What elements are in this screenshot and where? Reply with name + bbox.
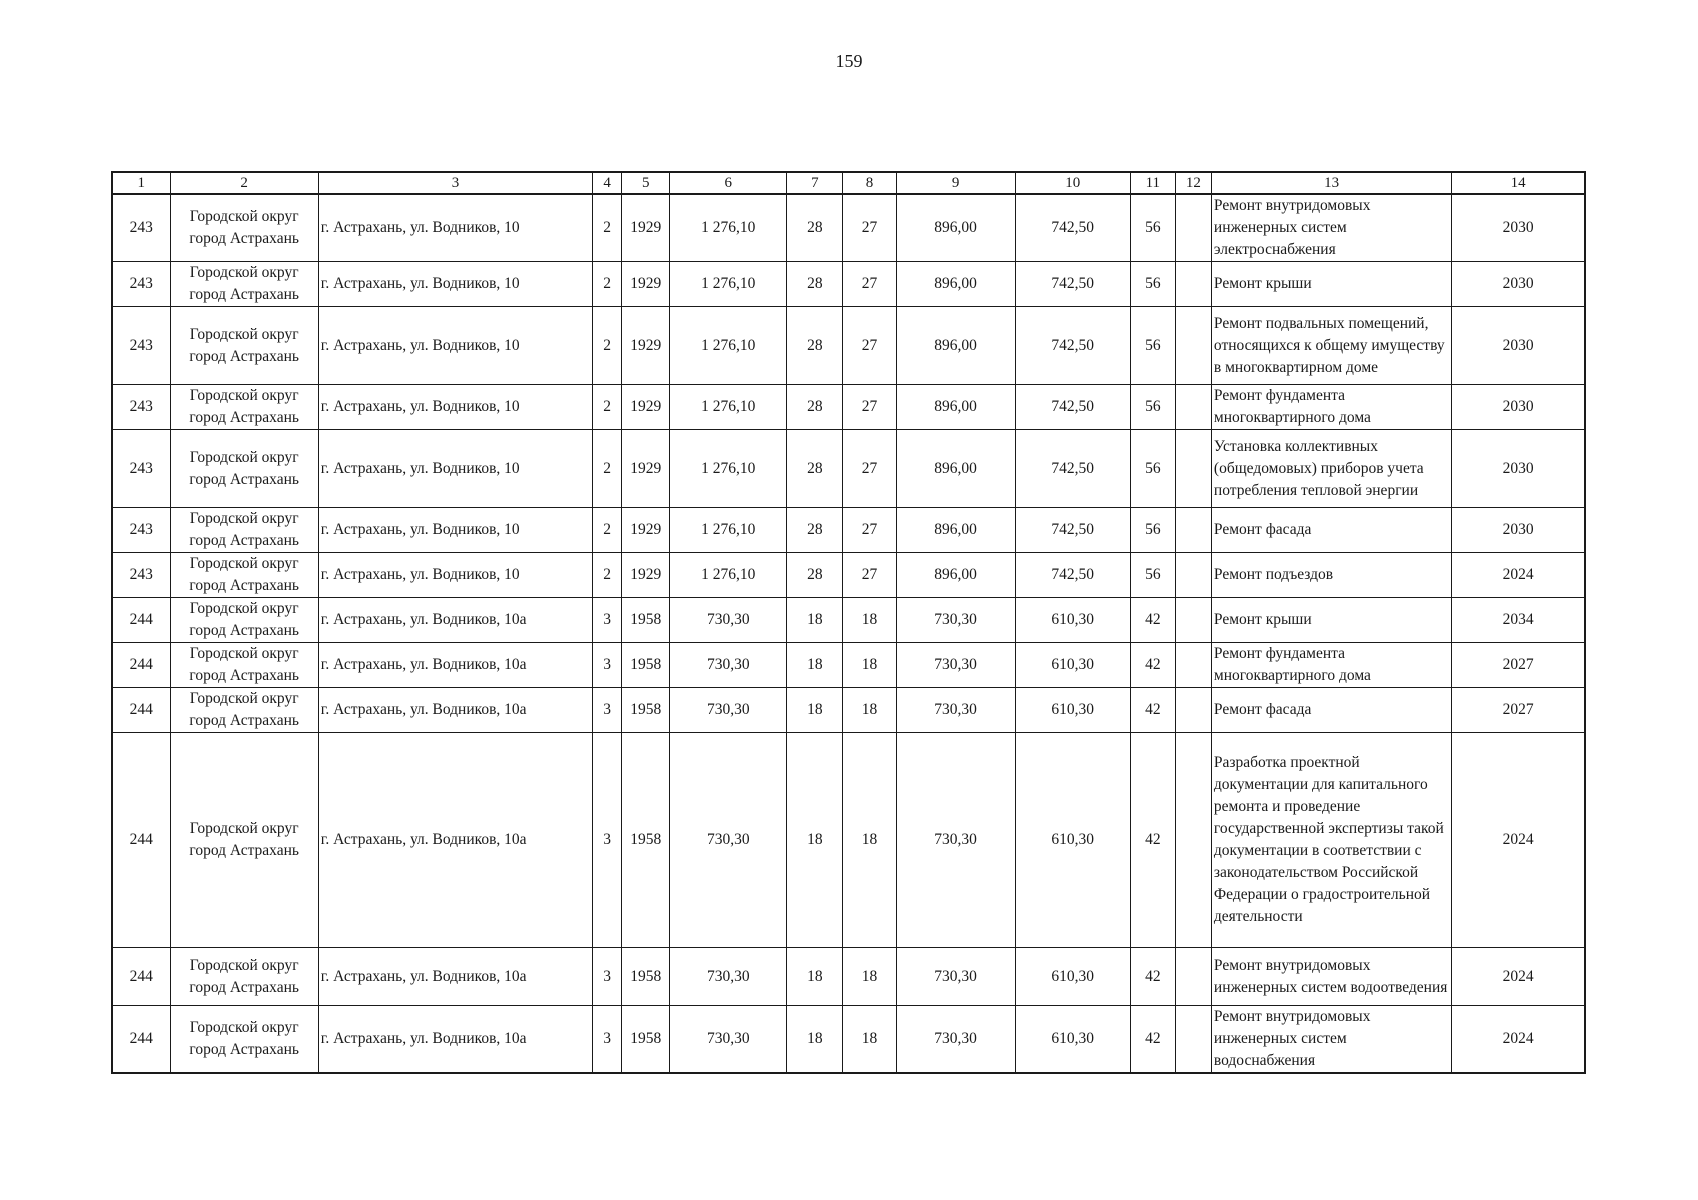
planned-year-cell: 2030 [1452, 430, 1585, 508]
row-number: 243 [112, 262, 170, 307]
address-cell: г. Астрахань, ул. Водников, 10 [318, 307, 592, 385]
total-area-cell: 1 276,10 [670, 430, 787, 508]
residents-cell: 42 [1130, 643, 1175, 688]
column-number-3: 3 [318, 172, 592, 194]
column-number-1: 1 [112, 172, 170, 194]
column-number-12: 12 [1175, 172, 1211, 194]
residential-area-cell: 896,00 [896, 194, 1015, 262]
address-cell: г. Астрахань, ул. Водников, 10 [318, 553, 592, 598]
column-number-9: 9 [896, 172, 1015, 194]
col7-cell: 18 [787, 948, 843, 1006]
living-area-cell: 742,50 [1015, 262, 1130, 307]
row-number: 243 [112, 553, 170, 598]
col12-cell [1175, 688, 1211, 733]
column-number-7: 7 [787, 172, 843, 194]
col12-cell [1175, 598, 1211, 643]
row-number: 244 [112, 948, 170, 1006]
total-area-cell: 730,30 [670, 598, 787, 643]
year-built-cell: 1958 [622, 948, 670, 1006]
col7-cell: 18 [787, 643, 843, 688]
row-number: 243 [112, 508, 170, 553]
column-number-11: 11 [1130, 172, 1175, 194]
total-area-cell: 730,30 [670, 733, 787, 948]
col7-cell: 18 [787, 1006, 843, 1074]
total-area-cell: 730,30 [670, 948, 787, 1006]
col4-cell: 3 [593, 948, 622, 1006]
address-cell: г. Астрахань, ул. Водников, 10 [318, 430, 592, 508]
municipality-cell: Городской округ город Астрахань [170, 1006, 318, 1074]
column-number-13: 13 [1211, 172, 1451, 194]
col7-cell: 18 [787, 598, 843, 643]
col4-cell: 2 [593, 553, 622, 598]
col7-cell: 18 [787, 688, 843, 733]
address-cell: г. Астрахань, ул. Водников, 10а [318, 1006, 592, 1074]
living-area-cell: 742,50 [1015, 385, 1130, 430]
municipality-cell: Городской округ город Астрахань [170, 385, 318, 430]
residential-area-cell: 896,00 [896, 553, 1015, 598]
total-area-cell: 1 276,10 [670, 307, 787, 385]
total-area-cell: 1 276,10 [670, 194, 787, 262]
row-number: 243 [112, 430, 170, 508]
table-row [112, 194, 1585, 262]
col8-cell: 18 [843, 1006, 896, 1074]
address-cell: г. Астрахань, ул. Водников, 10а [318, 643, 592, 688]
col12-cell [1175, 733, 1211, 948]
address-cell: г. Астрахань, ул. Водников, 10 [318, 262, 592, 307]
planned-year-cell: 2027 [1452, 688, 1585, 733]
row-number: 243 [112, 385, 170, 430]
col8-cell: 27 [843, 508, 896, 553]
col4-cell: 3 [593, 1006, 622, 1074]
column-number-8: 8 [843, 172, 896, 194]
residential-area-cell: 896,00 [896, 307, 1015, 385]
address-cell: г. Астрахань, ул. Водников, 10 [318, 385, 592, 430]
row-number: 244 [112, 643, 170, 688]
year-built-cell: 1958 [622, 598, 670, 643]
col8-cell: 27 [843, 307, 896, 385]
col12-cell [1175, 194, 1211, 262]
col8-cell: 27 [843, 262, 896, 307]
living-area-cell: 742,50 [1015, 307, 1130, 385]
planned-year-cell: 2024 [1452, 948, 1585, 1006]
address-cell: г. Астрахань, ул. Водников, 10а [318, 733, 592, 948]
col8-cell: 18 [843, 643, 896, 688]
col12-cell [1175, 1006, 1211, 1074]
work-type-cell: Ремонт подъездов [1211, 553, 1451, 598]
col12-cell [1175, 307, 1211, 385]
total-area-cell: 1 276,10 [670, 262, 787, 307]
table-row [112, 1006, 1585, 1074]
residential-area-cell: 730,30 [896, 1006, 1015, 1074]
year-built-cell: 1929 [622, 430, 670, 508]
planned-year-cell: 2030 [1452, 194, 1585, 262]
total-area-cell: 730,30 [670, 1006, 787, 1074]
work-type-cell: Ремонт фундамента многоквартирного дома [1211, 643, 1451, 688]
col4-cell: 3 [593, 733, 622, 948]
col8-cell: 18 [843, 688, 896, 733]
col12-cell [1175, 262, 1211, 307]
residential-area-cell: 730,30 [896, 598, 1015, 643]
residents-cell: 56 [1130, 553, 1175, 598]
year-built-cell: 1929 [622, 385, 670, 430]
residential-area-cell: 896,00 [896, 508, 1015, 553]
col8-cell: 27 [843, 430, 896, 508]
col4-cell: 2 [593, 307, 622, 385]
col7-cell: 28 [787, 508, 843, 553]
residents-cell: 56 [1130, 385, 1175, 430]
year-built-cell: 1929 [622, 262, 670, 307]
total-area-cell: 730,30 [670, 643, 787, 688]
year-built-cell: 1929 [622, 553, 670, 598]
column-number-10: 10 [1015, 172, 1130, 194]
residential-area-cell: 730,30 [896, 948, 1015, 1006]
work-type-cell: Ремонт крыши [1211, 262, 1451, 307]
row-number: 243 [112, 307, 170, 385]
year-built-cell: 1958 [622, 733, 670, 948]
col8-cell: 27 [843, 385, 896, 430]
col4-cell: 3 [593, 688, 622, 733]
table-row [112, 948, 1585, 1006]
column-number-14: 14 [1452, 172, 1585, 194]
residents-cell: 42 [1130, 733, 1175, 948]
column-number-2: 2 [170, 172, 318, 194]
living-area-cell: 742,50 [1015, 508, 1130, 553]
planned-year-cell: 2024 [1452, 553, 1585, 598]
table-row [112, 307, 1585, 385]
col7-cell: 28 [787, 430, 843, 508]
col8-cell: 18 [843, 733, 896, 948]
col8-cell: 27 [843, 553, 896, 598]
col4-cell: 2 [593, 262, 622, 307]
municipality-cell: Городской округ город Астрахань [170, 430, 318, 508]
column-number-5: 5 [622, 172, 670, 194]
col7-cell: 28 [787, 194, 843, 262]
col7-cell: 28 [787, 262, 843, 307]
municipality-cell: Городской округ город Астрахань [170, 194, 318, 262]
residents-cell: 42 [1130, 1006, 1175, 1074]
residential-area-cell: 896,00 [896, 430, 1015, 508]
row-number: 244 [112, 733, 170, 948]
column-number-4: 4 [593, 172, 622, 194]
living-area-cell: 742,50 [1015, 430, 1130, 508]
work-type-cell: Ремонт внутридомовых инженерных систем водоотведения [1211, 948, 1451, 1006]
column-number-6: 6 [670, 172, 787, 194]
page-number: 159 [835, 51, 863, 71]
table-row [112, 553, 1585, 598]
planned-year-cell: 2034 [1452, 598, 1585, 643]
residential-area-cell: 730,30 [896, 733, 1015, 948]
residents-cell: 42 [1130, 598, 1175, 643]
capital-repair-table [111, 171, 1586, 1074]
col4-cell: 3 [593, 598, 622, 643]
col12-cell [1175, 553, 1211, 598]
residents-cell: 42 [1130, 688, 1175, 733]
col12-cell [1175, 948, 1211, 1006]
table-body [112, 194, 1585, 1073]
row-number: 243 [112, 194, 170, 262]
work-type-cell: Ремонт фасада [1211, 688, 1451, 733]
address-cell: г. Астрахань, ул. Водников, 10 [318, 194, 592, 262]
planned-year-cell: 2030 [1452, 508, 1585, 553]
table-row [112, 508, 1585, 553]
municipality-cell: Городской округ город Астрахань [170, 688, 318, 733]
address-cell: г. Астрахань, ул. Водников, 10а [318, 598, 592, 643]
living-area-cell: 610,30 [1015, 733, 1130, 948]
planned-year-cell: 2030 [1452, 262, 1585, 307]
residents-cell: 56 [1130, 508, 1175, 553]
col12-cell [1175, 508, 1211, 553]
col12-cell [1175, 385, 1211, 430]
work-type-cell: Установка коллективных (общедомовых) приборов учета потребления тепловой энергии [1211, 430, 1451, 508]
residential-area-cell: 730,30 [896, 643, 1015, 688]
table-row [112, 430, 1585, 508]
table-row [112, 688, 1585, 733]
col4-cell: 2 [593, 385, 622, 430]
address-cell: г. Астрахань, ул. Водников, 10а [318, 688, 592, 733]
year-built-cell: 1958 [622, 643, 670, 688]
table-header [112, 172, 1585, 194]
living-area-cell: 610,30 [1015, 598, 1130, 643]
col12-cell [1175, 430, 1211, 508]
residents-cell: 56 [1130, 194, 1175, 262]
living-area-cell: 742,50 [1015, 553, 1130, 598]
work-type-cell: Ремонт фундамента многоквартирного дома [1211, 385, 1451, 430]
col7-cell: 28 [787, 307, 843, 385]
residential-area-cell: 730,30 [896, 688, 1015, 733]
table-row [112, 262, 1585, 307]
col4-cell: 2 [593, 430, 622, 508]
col4-cell: 3 [593, 643, 622, 688]
residents-cell: 56 [1130, 430, 1175, 508]
work-type-cell: Ремонт подвальных помещений, относящихся к общему имуществу в многоквартирном доме [1211, 307, 1451, 385]
year-built-cell: 1958 [622, 1006, 670, 1074]
living-area-cell: 610,30 [1015, 643, 1130, 688]
col7-cell: 28 [787, 385, 843, 430]
table-row [112, 385, 1585, 430]
municipality-cell: Городской округ город Астрахань [170, 307, 318, 385]
municipality-cell: Городской округ город Астрахань [170, 262, 318, 307]
work-type-cell: Ремонт фасада [1211, 508, 1451, 553]
living-area-cell: 742,50 [1015, 194, 1130, 262]
year-built-cell: 1929 [622, 307, 670, 385]
total-area-cell: 1 276,10 [670, 508, 787, 553]
residents-cell: 56 [1130, 262, 1175, 307]
table-row [112, 733, 1585, 948]
column-number-row [112, 172, 1585, 194]
planned-year-cell: 2024 [1452, 733, 1585, 948]
residential-area-cell: 896,00 [896, 262, 1015, 307]
residents-cell: 42 [1130, 948, 1175, 1006]
year-built-cell: 1929 [622, 508, 670, 553]
municipality-cell: Городской округ город Астрахань [170, 553, 318, 598]
work-type-cell: Ремонт крыши [1211, 598, 1451, 643]
work-type-cell: Ремонт внутридомовых инженерных систем электроснабжения [1211, 194, 1451, 262]
living-area-cell: 610,30 [1015, 1006, 1130, 1074]
address-cell: г. Астрахань, ул. Водников, 10 [318, 508, 592, 553]
col8-cell: 18 [843, 948, 896, 1006]
work-type-cell: Ремонт внутридомовых инженерных систем водоснабжения [1211, 1006, 1451, 1074]
col7-cell: 18 [787, 733, 843, 948]
col8-cell: 27 [843, 194, 896, 262]
total-area-cell: 730,30 [670, 688, 787, 733]
municipality-cell: Городской округ город Астрахань [170, 733, 318, 948]
col12-cell [1175, 643, 1211, 688]
planned-year-cell: 2024 [1452, 1006, 1585, 1074]
row-number: 244 [112, 688, 170, 733]
total-area-cell: 1 276,10 [670, 385, 787, 430]
municipality-cell: Городской округ город Астрахань [170, 643, 318, 688]
table-row [112, 598, 1585, 643]
living-area-cell: 610,30 [1015, 948, 1130, 1006]
row-number: 244 [112, 598, 170, 643]
col4-cell: 2 [593, 508, 622, 553]
residential-area-cell: 896,00 [896, 385, 1015, 430]
table-row [112, 643, 1585, 688]
living-area-cell: 610,30 [1015, 688, 1130, 733]
col4-cell: 2 [593, 194, 622, 262]
municipality-cell: Городской округ город Астрахань [170, 948, 318, 1006]
planned-year-cell: 2030 [1452, 307, 1585, 385]
planned-year-cell: 2027 [1452, 643, 1585, 688]
year-built-cell: 1929 [622, 194, 670, 262]
municipality-cell: Городской округ город Астрахань [170, 598, 318, 643]
work-type-cell: Разработка проектной документации для капитального ремонта и проведение государственной экспертизы такой документации в соответствии с законодательством Российской Федерации о градостроительной деятельности [1211, 733, 1451, 948]
year-built-cell: 1958 [622, 688, 670, 733]
residents-cell: 56 [1130, 307, 1175, 385]
col7-cell: 28 [787, 553, 843, 598]
row-number: 244 [112, 1006, 170, 1074]
planned-year-cell: 2030 [1452, 385, 1585, 430]
address-cell: г. Астрахань, ул. Водников, 10а [318, 948, 592, 1006]
col8-cell: 18 [843, 598, 896, 643]
municipality-cell: Городской округ город Астрахань [170, 508, 318, 553]
total-area-cell: 1 276,10 [670, 553, 787, 598]
